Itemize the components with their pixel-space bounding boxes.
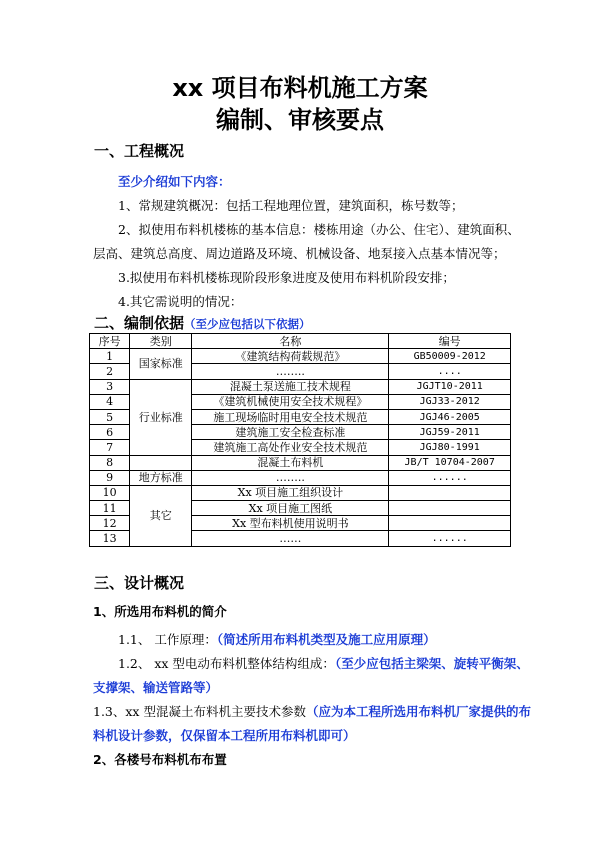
working-principle — [118, 630, 436, 648]
row-name: 建筑施工高处作业安全技术规范 — [192, 440, 389, 455]
basis-note: （至少应包括以下依据） — [184, 317, 311, 331]
row-no: 2 — [90, 364, 130, 379]
row-name: Xx 项目施工图纸 — [192, 501, 389, 516]
row-no: 10 — [90, 485, 130, 500]
structure-label: 1.2、 xx 型电动布料机整体结构组成： — [118, 656, 335, 671]
row-code: ...... — [389, 470, 511, 485]
row-no: 4 — [90, 394, 130, 409]
row-no: 13 — [90, 531, 130, 546]
overview-item-1: 1、常规建筑概况：包括工程地理位置，建筑面积，栋号数等； — [118, 198, 464, 213]
row-name: 施工现场临时用电安全技术规范 — [192, 409, 389, 424]
row-no: 5 — [90, 409, 130, 424]
document-title: xx 项目布料机施工方案 — [172, 74, 428, 102]
row-code: JGJ46-2005 — [389, 409, 511, 424]
category-national: 国家标准 — [130, 349, 192, 379]
row-name: 《建筑结构荷载规范》 — [192, 349, 389, 364]
structure-note-2: 支撑架、输送管路等） — [93, 680, 219, 695]
category-local: 地方标准 — [130, 470, 192, 485]
row-code — [389, 485, 511, 500]
row-no: 8 — [90, 455, 130, 470]
technical-params — [93, 702, 531, 720]
row-no: 6 — [90, 425, 130, 440]
row-code — [389, 501, 511, 516]
section-heading-overview: 一、工程概况 — [94, 142, 185, 160]
row-name: …….. — [192, 470, 389, 485]
row-name: …….. — [192, 364, 389, 379]
row-no: 1 — [90, 349, 130, 364]
row-no: 7 — [90, 440, 130, 455]
header-no: 序号 — [90, 334, 130, 349]
row-code: GB50009-2012 — [389, 349, 511, 364]
document-subtitle: 编制、审核要点 — [216, 106, 384, 134]
header-category: 类别 — [130, 334, 192, 349]
header-code: 编号 — [389, 334, 511, 349]
table-row — [90, 470, 511, 485]
row-name: 建筑施工安全检查标准 — [192, 425, 389, 440]
overview-item-4: 4.其它需说明的情况： — [118, 294, 243, 309]
row-name: …… — [192, 531, 389, 546]
table-row — [90, 349, 511, 364]
technical-params-note-2: 料机设计参数，仅保留本工程所用布料机即可） — [93, 728, 356, 743]
technical-params-label: 1.3、xx 型混凝土布料机主要技术参数 — [93, 704, 306, 719]
technical-params-note-1: （应为本工程所选用布料机厂家提供的布 — [305, 704, 531, 719]
header-name: 名称 — [192, 334, 389, 349]
basis-table — [89, 333, 511, 547]
table-header-row — [90, 334, 511, 349]
row-code — [389, 516, 511, 531]
row-code: JGJ59-2011 — [389, 425, 511, 440]
row-name: Xx 项目施工组织设计 — [192, 485, 389, 500]
row-code: JB/T 10704-2007 — [389, 455, 511, 470]
category-other: 其它 — [130, 485, 192, 546]
overview-item-3: 3.拟使用布料机楼栋现阶段形象进度及使用布料机阶段安排； — [118, 270, 455, 285]
overview-item-2: 2、拟使用布料机楼栋的基本信息：楼栋用途（办公、住宅）、建筑面积、 — [118, 222, 520, 237]
structure-composition — [118, 654, 529, 672]
structure-note-1: （至少应包括主梁架、旋转平衡架、 — [334, 656, 529, 671]
row-name: Xx 型布料机使用说明书 — [192, 516, 389, 531]
category-industry: 行业标准 — [130, 379, 192, 455]
row-no: 12 — [90, 516, 130, 531]
row-name: 混凝土泵送施工技术规程 — [192, 379, 389, 394]
table-row — [90, 379, 511, 394]
working-principle-label: 1.1、 工作原理： — [118, 632, 217, 647]
subheading-machine-intro: 1、所选用布料机的简介 — [93, 604, 227, 619]
basis-heading-text: 二、编制依据 — [94, 314, 185, 332]
row-no: 3 — [90, 379, 130, 394]
row-name: 混凝土布料机 — [192, 455, 389, 470]
overview-item-2-cont: 层高、建筑总高度、周边道路及环境、机械设备、地泵接入点基本情况等； — [93, 246, 506, 261]
row-name: 《建筑机械使用安全技术规程》 — [192, 394, 389, 409]
row-no: 11 — [90, 501, 130, 516]
table-row — [90, 485, 511, 500]
overview-intro: 至少介绍如下内容： — [118, 174, 231, 189]
row-code: .... — [389, 364, 511, 379]
section-heading-design: 三、设计概况 — [94, 574, 185, 592]
working-principle-note: （简述所用布料机类型及施工应用原理） — [216, 632, 436, 647]
table-row — [90, 455, 511, 470]
section-heading-basis — [94, 312, 311, 333]
row-no: 9 — [90, 470, 130, 485]
subheading-layout: 2、各楼号布料机布布置 — [93, 752, 227, 767]
row-code: JGJT10-2011 — [389, 379, 511, 394]
row-category-empty — [130, 455, 192, 470]
row-code: JGJ33-2012 — [389, 394, 511, 409]
row-code: JGJ80-1991 — [389, 440, 511, 455]
row-code: ...... — [389, 531, 511, 546]
